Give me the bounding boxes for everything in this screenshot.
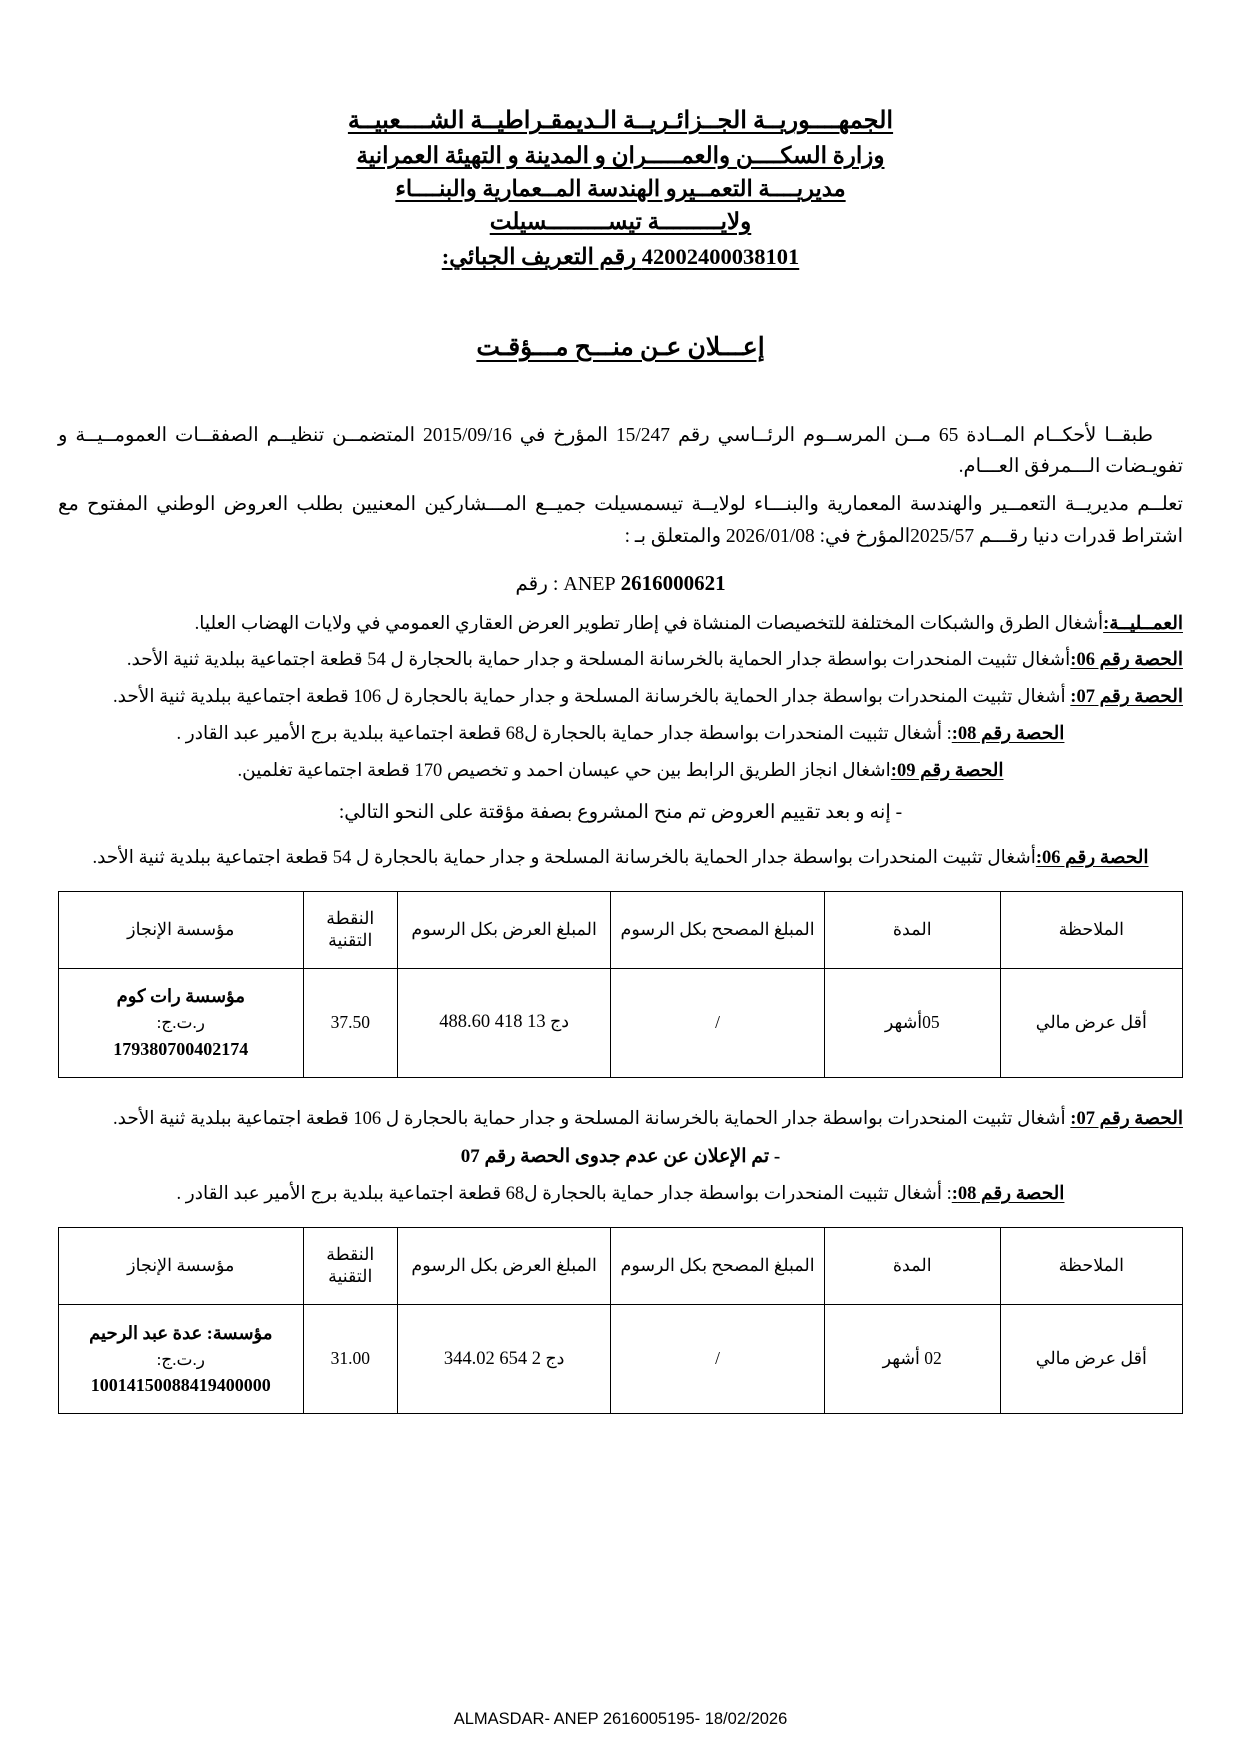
award-evaluation-note: - إنه و بعد تقييم العروض تم منح المشروع بصفة مؤقتة على النحو التالي: xyxy=(338,802,903,824)
letterhead-line-republic: الجمهــــوريــة الجــزائـريــة الـديمقـراطيــة الشــــعبيــة xyxy=(347,108,894,134)
col-header-technical-points: النقطة التقنية xyxy=(303,1227,397,1304)
lot-item-09 xyxy=(58,758,1183,786)
cell-offer-amount xyxy=(397,1304,610,1413)
cell-corrected-amount: / xyxy=(611,968,824,1077)
lot-item-06 xyxy=(58,647,1183,675)
lot-08-label: الحصة رقم 08: xyxy=(951,723,1065,744)
page-title: إعـــلان عـن منـــح مـــؤقـت xyxy=(476,333,765,361)
cell-duration: 05أشهر xyxy=(824,968,1000,1077)
cell-duration: 02 أشهر xyxy=(824,1304,1000,1413)
table-row xyxy=(59,968,1183,1077)
cell-technical-points: 31.00 xyxy=(303,1304,397,1413)
anep-number: 2616000621 xyxy=(620,571,726,596)
section-07-label: الحصة رقم 07: xyxy=(1070,1108,1183,1129)
section-heading-lot-08 xyxy=(58,1181,1183,1209)
spacer xyxy=(58,1084,1183,1106)
section-heading-lot-06 xyxy=(58,845,1183,873)
cell-company xyxy=(59,968,304,1077)
col-header-offer-amount: المبلغ العرض بكل الرسوم xyxy=(397,1227,610,1304)
tax-id-label: رقم التعريف الجبائي: xyxy=(441,244,637,270)
letterhead xyxy=(58,104,1183,274)
offer-value: 2 654 344.02 xyxy=(443,1348,541,1369)
col-header-technical-points: النقطة التقنية xyxy=(303,891,397,968)
section-06-text: أشغال تثبيت المنحدرات بواسطة جدار الحماية بالخرسانة المسلحة و جدار حماية بالحجارة ل 54 قطعة اجتماعية ببلدية ثنية الأحد. xyxy=(92,847,1036,868)
award-table-lot-08 xyxy=(58,1227,1183,1414)
company-rc-number: 10014150088419400000 xyxy=(90,1375,271,1396)
lot-07-text: أشغال تثبيت المنحدرات بواسطة جدار الحماية بالخرسانة المسلحة و جدار حماية بالحجارة ل 106 قطعة اجتماعية ببلدية ثنية الأحد. xyxy=(113,687,1071,708)
anep-prefix: ANEP : xyxy=(552,573,616,596)
lot-item-08 xyxy=(58,721,1183,749)
col-header-corrected-amount: المبلغ المصحح بكل الرسوم xyxy=(611,891,824,968)
col-header-duration: المدة xyxy=(824,1227,1000,1304)
operation-description xyxy=(58,611,1183,639)
letterhead-line-ministry: وزارة السكــــن والعمـــــران و المدينة و التهيئة العمرانية xyxy=(356,143,885,169)
col-header-remark: الملاحظة xyxy=(1000,891,1182,968)
company-name: مؤسسة رات كوم xyxy=(116,986,245,1007)
lot-09-label: الحصة رقم 09: xyxy=(890,760,1004,781)
offer-currency: دج xyxy=(545,1347,565,1368)
section-heading-lot-07 xyxy=(58,1106,1183,1134)
col-header-company: مؤسسة الإنجاز xyxy=(59,1227,304,1304)
cell-company xyxy=(59,1304,304,1413)
table-header-row xyxy=(59,1227,1183,1304)
anep-reference xyxy=(58,566,1183,600)
lot-07-infructuous-notice: - تم الإعلان عن عدم جدوى الحصة رقم 07 xyxy=(460,1146,781,1168)
tax-identification xyxy=(58,241,1183,274)
offer-value: 13 418 488.60 xyxy=(439,1012,546,1033)
paragraph-legal-basis: طبقــا لأحكــام المــادة 65 مــن المرســوم الرئــاسي رقم 15/247 المؤرخ في 2015/09/16 المتضمــن تنظيــم الصفقــات العمومــيــة و تفويـضات الـــمرفق العـــام. xyxy=(58,424,1183,478)
lot-09-text: اشغال انجاز الطريق الرابط بين حي عيسان احمد و تخصيص 170 قطعة اجتماعية تغلمين. xyxy=(237,760,891,781)
section-07-text: أشغال تثبيت المنحدرات بواسطة جدار الحماية بالخرسانة المسلحة و جدار حماية بالحجارة ل 106 قطعة اجتماعية ببلدية ثنية الأحد. xyxy=(113,1108,1071,1129)
cell-remark: أقل عرض مالي xyxy=(1000,1304,1182,1413)
col-header-company: مؤسسة الإنجاز xyxy=(59,891,304,968)
table-header-row xyxy=(59,891,1183,968)
page-footer: ALMASDAR- ANEP 2616005195- 18/02/2026 xyxy=(453,1710,788,1728)
company-rc-label: ر.ت.ج: xyxy=(156,1349,205,1369)
col-header-remark: الملاحظة xyxy=(1000,1227,1182,1304)
table-row xyxy=(59,1304,1183,1413)
section-06-label: الحصة رقم 06: xyxy=(1035,847,1149,868)
col-header-corrected-amount: المبلغ المصحح بكل الرسوم xyxy=(611,1227,824,1304)
section-08-text: : أشغال تثبيت المنحدرات بواسطة جدار حماية بالحجارة ل68 قطعة اجتماعية ببلدية برج الأمير عبد القادر . xyxy=(176,1184,952,1205)
cell-remark: أقل عرض مالي xyxy=(1000,968,1182,1077)
lot-06-text: أشغال تثبيت المنحدرات بواسطة جدار الحماية بالخرسانة المسلحة و جدار حماية بالحجارة ل 54 قطعة اجتماعية ببلدية ثنية الأحد. xyxy=(126,650,1071,671)
letterhead-line-wilaya: ولايـــــــــة تيســـــــــسيلت xyxy=(489,209,752,235)
operation-text: أشغال الطرق والشبكات المختلفة للتخصيصات المنشاة في إطار تطوير العرض العقاري العمومي في ولايات الهضاب العليا. xyxy=(194,613,1104,634)
operation-label: العمــليــة: xyxy=(1103,613,1183,634)
cell-offer-amount xyxy=(397,968,610,1077)
col-header-duration: المدة xyxy=(824,891,1000,968)
offer-currency: دج xyxy=(549,1011,570,1032)
letterhead-line-directorate: مديريــــة التعمــيرو الهندسة المــعمارية والبنــــاء xyxy=(395,175,846,201)
lot-06-label: الحصة رقم 06: xyxy=(1070,650,1183,671)
company-rc-number: 179380700402174 xyxy=(113,1038,249,1059)
col-header-offer-amount: المبلغ العرض بكل الرسوم xyxy=(397,891,610,968)
cell-corrected-amount: / xyxy=(611,1304,824,1413)
company-rc-label: ر.ت.ج: xyxy=(156,1013,205,1033)
lot-07-label: الحصة رقم 07: xyxy=(1070,687,1183,708)
award-table-lot-06 xyxy=(58,891,1183,1078)
anep-label: رقم xyxy=(515,573,548,596)
document-body xyxy=(58,420,1183,1414)
lot-item-07 xyxy=(58,684,1183,712)
tax-id-number: 42002400038101 xyxy=(641,244,800,270)
section-08-label: الحصة رقم 08: xyxy=(951,1184,1065,1205)
cell-technical-points: 37.50 xyxy=(303,968,397,1077)
company-name: مؤسسة: عدة عبد الرحيم xyxy=(89,1322,273,1343)
lot-08-text: : أشغال تثبيت المنحدرات بواسطة جدار حماية بالحجارة ل68 قطعة اجتماعية ببلدية برج الأمير عبد القادر . xyxy=(176,723,952,744)
paragraph-announcement: تعلــم مديريــة التعمــير والهندسة المعمارية والبنـــاء لولايــة تيسمسيلت جميــع المـــشاركين المعنيين بطلب العروض الوطني المفتوح مع اشتراط قدرات دنيا رقـــم 2025/57المؤرخ في: 2026/01/08 والمتعلق بـ : xyxy=(58,494,1183,547)
